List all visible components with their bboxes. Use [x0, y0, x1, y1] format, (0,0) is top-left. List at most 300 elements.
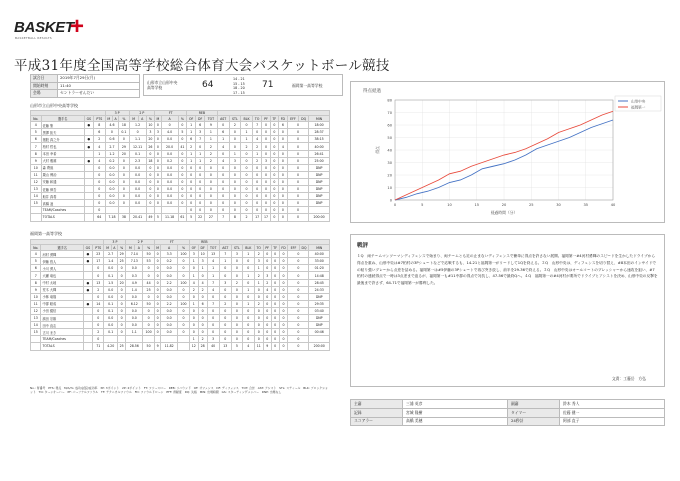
- stat-cell: 71: [93, 343, 104, 350]
- stat-cell: [143, 336, 155, 343]
- stat-cell: 0: [254, 336, 263, 343]
- stat-cell: 2: [254, 272, 263, 279]
- stat-cell: 4: [198, 279, 207, 286]
- stat-cell: 0: [198, 293, 207, 300]
- official-role: 主審: [351, 400, 403, 409]
- stat-cell: 24:33: [309, 286, 330, 293]
- stat-cell: 0.2: [161, 258, 178, 265]
- stat-cell: 9: [263, 343, 271, 350]
- stat-cell: 14: [31, 322, 41, 329]
- stat-cell: 0: [270, 207, 278, 214]
- stat-cell: 0: [198, 329, 207, 336]
- stat-cell: 0: [154, 251, 160, 258]
- stat-cell: 0: [287, 193, 308, 200]
- stat-cell: DNP: [309, 200, 330, 207]
- stat-cell: 3: [207, 336, 219, 343]
- stat-cell: 0: [287, 164, 308, 171]
- y-tick-label: 0: [389, 198, 392, 203]
- stat-cell: 0: [187, 207, 196, 214]
- stat-cell: [31, 336, 41, 343]
- stat-cell: DNP: [309, 322, 330, 329]
- stat-cell: 4: [207, 286, 219, 293]
- stat-cell: 0: [288, 315, 309, 322]
- stat-cell: 2: [254, 251, 263, 258]
- stat-cell: ●: [83, 286, 92, 293]
- stat-cell: 0.0: [161, 307, 178, 314]
- stat-cell: 40: [207, 343, 219, 350]
- column-header: M: [126, 245, 135, 251]
- stat-cell: 1.2: [105, 150, 119, 157]
- column-header: No.: [31, 245, 41, 251]
- stat-cell: 0: [262, 143, 271, 150]
- stat-cell: 0: [143, 307, 155, 314]
- column-header: AST: [217, 116, 229, 122]
- stat-cell: 0: [241, 207, 253, 214]
- stat-cell: 4: [242, 343, 254, 350]
- stat-cell: 0.1: [104, 272, 117, 279]
- stat-cell: 1: [207, 265, 219, 272]
- stat-cell: 11: [31, 300, 41, 307]
- header-group: REB: [187, 111, 217, 116]
- stat-cell: 0: [155, 136, 161, 143]
- column-header: DQ: [299, 116, 309, 122]
- stat-cell: 0.0: [105, 186, 119, 193]
- player-name: 田中 直志: [41, 322, 83, 329]
- header-group: FT: [154, 240, 189, 245]
- stat-cell: 6: [31, 136, 42, 143]
- stat-cell: 11: [31, 171, 42, 178]
- stat-cell: 9: [154, 343, 160, 350]
- stat-cell: 0: [279, 307, 288, 314]
- stat-cell: 0: [287, 129, 308, 136]
- stat-cell: 0: [270, 136, 278, 143]
- stat-cell: 5: [31, 129, 42, 136]
- stat-cell: 0: [187, 193, 196, 200]
- column-header: 選手名: [41, 116, 84, 122]
- table-row: [31, 343, 330, 350]
- stat-cell: 1: [242, 286, 254, 293]
- stat-cell: 0: [189, 322, 198, 329]
- stat-cell: 6: [278, 122, 287, 129]
- stat-cell: 0: [93, 186, 105, 193]
- stat-cell: 4: [189, 279, 198, 286]
- stat-cell: 0: [219, 272, 231, 279]
- stat-cell: 0: [205, 186, 218, 193]
- stat-cell: 0: [143, 322, 155, 329]
- stat-cell: 0: [231, 322, 242, 329]
- info-key: 会場: [31, 90, 58, 98]
- stat-cell: [178, 207, 187, 214]
- logo-plus-mark: +: [70, 13, 85, 40]
- table-row: [31, 315, 330, 322]
- stat-cell: 1: [196, 157, 205, 164]
- player-name: 船井 真将: [41, 193, 84, 200]
- stat-cell: 0: [207, 322, 219, 329]
- quarter-scores: [233, 77, 245, 95]
- table-row: [31, 171, 330, 178]
- stat-cell: [83, 265, 92, 272]
- stat-cell: 0: [241, 150, 253, 157]
- stat-cell: 0: [278, 164, 287, 171]
- stat-cell: 0: [105, 129, 119, 136]
- stat-cell: 0: [288, 300, 309, 307]
- stat-cell: 0: [229, 171, 240, 178]
- stat-cell: 0: [219, 265, 231, 272]
- table-row: [31, 143, 330, 150]
- stat-cell: 29: [117, 251, 125, 258]
- stat-cell: 13: [219, 343, 231, 350]
- stat-cell: 0.0: [105, 193, 119, 200]
- stat-cell: 25:00: [309, 157, 330, 164]
- column-header: PF: [263, 245, 271, 251]
- stat-cell: 0: [205, 200, 218, 207]
- stat-cell: 0: [279, 343, 288, 350]
- stat-cell: [161, 207, 178, 214]
- stat-cell: 0: [155, 122, 161, 129]
- stat-cell: 0: [178, 293, 190, 300]
- table-row: [31, 150, 330, 157]
- team-b-name: 福岡第一高等学校: [292, 83, 323, 88]
- stat-cell: 0: [196, 193, 205, 200]
- stat-cell: 3: [262, 157, 271, 164]
- stat-cell: 0: [270, 129, 278, 136]
- stat-cell: 1: [242, 272, 254, 279]
- stat-cell: DNP: [309, 315, 330, 322]
- stat-cell: 2: [93, 136, 105, 143]
- player-name: 本田 幸希: [41, 150, 84, 157]
- stat-cell: 7.14: [126, 251, 143, 258]
- player-name: 小林 竜翔: [41, 293, 83, 300]
- stat-cell: 8: [93, 122, 105, 129]
- table-row: [31, 122, 330, 129]
- stat-cell: 0.0: [161, 164, 178, 171]
- stat-cell: 0.2: [105, 157, 119, 164]
- header-group: 2 P: [129, 111, 155, 116]
- stat-cell: 0: [278, 150, 287, 157]
- y-tick-label: 40: [387, 148, 392, 153]
- quarter-score: 17 - 15: [233, 90, 245, 95]
- official-role: スコアラー: [351, 417, 403, 426]
- stat-cell: 1: [187, 157, 196, 164]
- stat-cell: 0: [253, 164, 262, 171]
- table-row: [31, 164, 330, 171]
- stat-cell: [84, 214, 93, 221]
- stat-cell: ●: [84, 157, 93, 164]
- stat-cell: 9: [205, 122, 218, 129]
- stat-cell: 0: [231, 272, 242, 279]
- stat-cell: 0: [288, 258, 309, 265]
- stat-cell: 4: [93, 157, 105, 164]
- stat-cell: 0: [287, 150, 308, 157]
- stat-cell: 0: [119, 164, 129, 171]
- stat-cell: 0: [178, 186, 187, 193]
- stat-cell: 1: [229, 150, 240, 157]
- x-tick-label: 30: [556, 203, 561, 207]
- player-name: 小川 勇人: [41, 265, 83, 272]
- stat-cell: 0: [288, 329, 309, 336]
- column-header: A: [161, 116, 178, 122]
- table-row: [31, 193, 330, 200]
- stat-cell: 49: [146, 214, 155, 221]
- stat-cell: 12: [189, 343, 198, 350]
- stat-cell: 0: [278, 214, 287, 221]
- stat-cell: 0: [154, 329, 160, 336]
- column-header: No.: [31, 116, 42, 122]
- stat-cell: 0: [117, 322, 125, 329]
- stat-cell: 0: [119, 171, 129, 178]
- table-row: [31, 279, 330, 286]
- stat-cell: 7: [207, 300, 219, 307]
- stat-cell: 12.11: [129, 143, 146, 150]
- stat-cell: 5: [155, 214, 161, 221]
- player-name: 伊藤 悠人: [41, 258, 83, 265]
- stat-cell: 17: [253, 214, 262, 221]
- stat-cell: 4: [31, 122, 42, 129]
- stat-cell: 26: [146, 143, 155, 150]
- stat-cell: 1: [207, 272, 219, 279]
- stat-cell: 2: [205, 157, 218, 164]
- table-row: [31, 265, 330, 272]
- stat-cell: 0: [262, 193, 271, 200]
- stat-cell: 25: [143, 286, 155, 293]
- table-row: [31, 336, 330, 343]
- stat-cell: 4: [217, 143, 229, 150]
- game-commentary: [350, 234, 665, 387]
- stat-cell: 1: [254, 279, 263, 286]
- stat-cell: 0: [205, 171, 218, 178]
- stat-cell: 0: [288, 279, 309, 286]
- stat-cell: 0: [287, 143, 308, 150]
- stat-cell: 0: [242, 265, 254, 272]
- stat-cell: 0: [287, 122, 308, 129]
- x-tick-label: 5: [421, 203, 424, 207]
- stat-cell: 0: [196, 143, 205, 150]
- stat-cell: 7.13: [126, 258, 143, 265]
- stat-cell: 00:46: [309, 329, 330, 336]
- stat-cell: 0: [253, 207, 262, 214]
- stat-cell: 1: [217, 136, 229, 143]
- stat-cell: 0: [219, 322, 231, 329]
- stat-cell: 0: [263, 336, 271, 343]
- stat-cell: [83, 343, 92, 350]
- player-name: 高橋 凌: [41, 200, 84, 207]
- stat-cell: [84, 178, 93, 185]
- stat-cell: 2: [187, 143, 196, 150]
- stat-cell: 0: [262, 150, 271, 157]
- stat-cell: 0: [178, 122, 187, 129]
- table-row: [31, 286, 330, 293]
- stat-cell: 10: [31, 164, 42, 171]
- stat-cell: 0: [178, 157, 187, 164]
- stat-cell: 7: [31, 272, 41, 279]
- stat-cell: 0: [146, 186, 155, 193]
- stat-cell: 0: [178, 150, 187, 157]
- stat-cell: 2: [254, 300, 263, 307]
- stat-cell: 0: [146, 193, 155, 200]
- stat-cell: 0: [119, 178, 129, 185]
- stat-cell: 1: [242, 251, 254, 258]
- stat-cell: 0: [146, 171, 155, 178]
- table-row: [31, 186, 330, 193]
- stat-cell: 26:41: [309, 150, 330, 157]
- column-header: TF: [270, 116, 278, 122]
- stat-cell: 44: [143, 279, 155, 286]
- stat-cell: 20: [117, 279, 125, 286]
- header-group: REB: [189, 240, 219, 245]
- stat-cell: 0: [278, 157, 287, 164]
- x-axis-label: 経過時間（分）: [490, 210, 518, 215]
- stat-cell: 1: [189, 300, 198, 307]
- column-header: %: [143, 245, 155, 251]
- team-b-label: 福岡第一高等学校: [30, 231, 62, 236]
- stat-cell: 0: [287, 157, 308, 164]
- stat-cell: 2: [263, 279, 271, 286]
- stat-cell: 0: [143, 265, 155, 272]
- player-name: 佐藤 聖: [41, 122, 84, 129]
- stat-cell: 0: [278, 136, 287, 143]
- stat-cell: 0: [229, 193, 240, 200]
- stat-cell: 0: [271, 265, 279, 272]
- stat-cell: 0: [154, 279, 160, 286]
- stat-cell: 0: [189, 329, 198, 336]
- stat-cell: 18:00: [309, 122, 330, 129]
- stat-cell: 0: [117, 265, 125, 272]
- stat-cell: 0: [93, 200, 105, 207]
- stat-cell: 01:20: [309, 265, 330, 272]
- stat-cell: 1.4: [126, 286, 143, 293]
- stat-cell: 64: [93, 214, 105, 221]
- stat-cell: ●: [83, 251, 92, 258]
- column-header: 選手名: [41, 245, 83, 251]
- column-header: A: [113, 245, 116, 250]
- stat-cell: 29:35: [309, 300, 330, 307]
- stat-cell: 4.9: [126, 279, 143, 286]
- team-a-score: 64: [202, 80, 214, 90]
- stat-cell: 4.0: [161, 129, 178, 136]
- stat-cell: 0: [154, 258, 160, 265]
- stat-cell: 0: [270, 214, 278, 221]
- stat-cell: 0: [242, 293, 254, 300]
- stat-cell: 0: [278, 186, 287, 193]
- stat-cell: 0: [229, 136, 240, 143]
- stat-cell: 12: [31, 307, 41, 314]
- stat-cell: 15: [31, 200, 42, 207]
- stat-cell: 0: [93, 164, 105, 171]
- commentary-heading: 戦評: [357, 243, 369, 249]
- stat-cell: 0: [270, 122, 278, 129]
- stat-cell: DNP: [309, 178, 330, 185]
- stat-cell: 0.0: [105, 164, 119, 171]
- stat-cell: 2: [253, 157, 262, 164]
- stat-cell: 100: [178, 279, 190, 286]
- stat-cell: 0: [178, 286, 190, 293]
- table-row: [31, 258, 330, 265]
- stat-cell: 0: [205, 178, 218, 185]
- stat-cell: ●: [83, 279, 92, 286]
- stat-cell: 0: [207, 293, 219, 300]
- table-row: [31, 178, 330, 185]
- column-header: PTS: [93, 116, 105, 122]
- stat-cell: 0: [187, 164, 196, 171]
- legend-entry: 山形中央: [631, 99, 646, 104]
- stat-cell: 0: [271, 272, 279, 279]
- official-name: 宮城 隆樹: [403, 408, 508, 417]
- stat-cell: 0: [288, 293, 309, 300]
- player-name: 森 朔風: [41, 164, 84, 171]
- stat-cell: 2.3: [129, 157, 146, 164]
- stat-cell: 0: [271, 286, 279, 293]
- column-header: DF: [196, 116, 205, 122]
- stat-cell: 0: [219, 286, 231, 293]
- table-row: [31, 136, 330, 143]
- stat-cell: 2: [241, 143, 253, 150]
- stat-cell: [31, 214, 42, 221]
- stat-cell: 0: [143, 293, 155, 300]
- stat-cell: 0: [278, 171, 287, 178]
- stat-cell: [83, 307, 92, 314]
- stat-cell: 28.56: [126, 343, 143, 350]
- stat-cell: 0: [242, 322, 254, 329]
- stat-cell: 0: [279, 272, 288, 279]
- player-name: 古川 まき: [41, 329, 83, 336]
- column-header: OF: [189, 245, 198, 251]
- stat-cell: 0: [254, 286, 263, 293]
- stat-cell: DNP: [309, 171, 330, 178]
- column-header: PF: [262, 116, 271, 122]
- stat-cell: 38:15: [309, 136, 330, 143]
- stat-cell: 0: [178, 171, 187, 178]
- stat-cell: 0: [254, 329, 263, 336]
- official-name: 阿部 直子: [560, 417, 665, 426]
- official-role: 記録: [351, 408, 403, 417]
- stat-cell: 0: [262, 129, 271, 136]
- stat-cell: 0: [178, 322, 190, 329]
- stat-cell: 0: [207, 329, 219, 336]
- stat-cell: 3.3: [161, 251, 178, 258]
- stat-cell: 0: [119, 186, 129, 193]
- stat-cell: DNP: [309, 193, 330, 200]
- stat-cell: 0: [271, 258, 279, 265]
- column-header: DF: [198, 245, 207, 251]
- column-header: GS: [83, 245, 92, 251]
- stat-cell: 0: [155, 157, 161, 164]
- stat-cell: 0: [196, 186, 205, 193]
- stat-cell: 0: [119, 193, 129, 200]
- stat-cell: 0: [231, 329, 242, 336]
- stat-cell: 0: [288, 272, 309, 279]
- stat-cell: 0: [279, 279, 288, 286]
- stat-cell: 4: [217, 157, 229, 164]
- stat-cell: 0: [217, 193, 229, 200]
- stat-cell: 0: [196, 164, 205, 171]
- score-progress-chart: [350, 81, 665, 223]
- stat-cell: 0: [161, 122, 178, 129]
- stat-cell: 6: [187, 136, 196, 143]
- stat-cell: 0: [219, 307, 231, 314]
- column-header: FD: [279, 245, 288, 251]
- stat-cell: 0: [253, 178, 262, 185]
- stat-cell: 4: [263, 286, 271, 293]
- stat-cell: 0: [117, 272, 125, 279]
- stat-cell: 0.0: [161, 150, 178, 157]
- stat-cell: 7: [196, 136, 205, 143]
- stat-cell: 0: [263, 293, 271, 300]
- stat-cell: 0: [93, 315, 104, 322]
- stat-cell: 0.0: [161, 315, 178, 322]
- stat-cell: 3: [198, 258, 207, 265]
- stat-cell: [146, 207, 155, 214]
- stat-cell: 0: [241, 193, 253, 200]
